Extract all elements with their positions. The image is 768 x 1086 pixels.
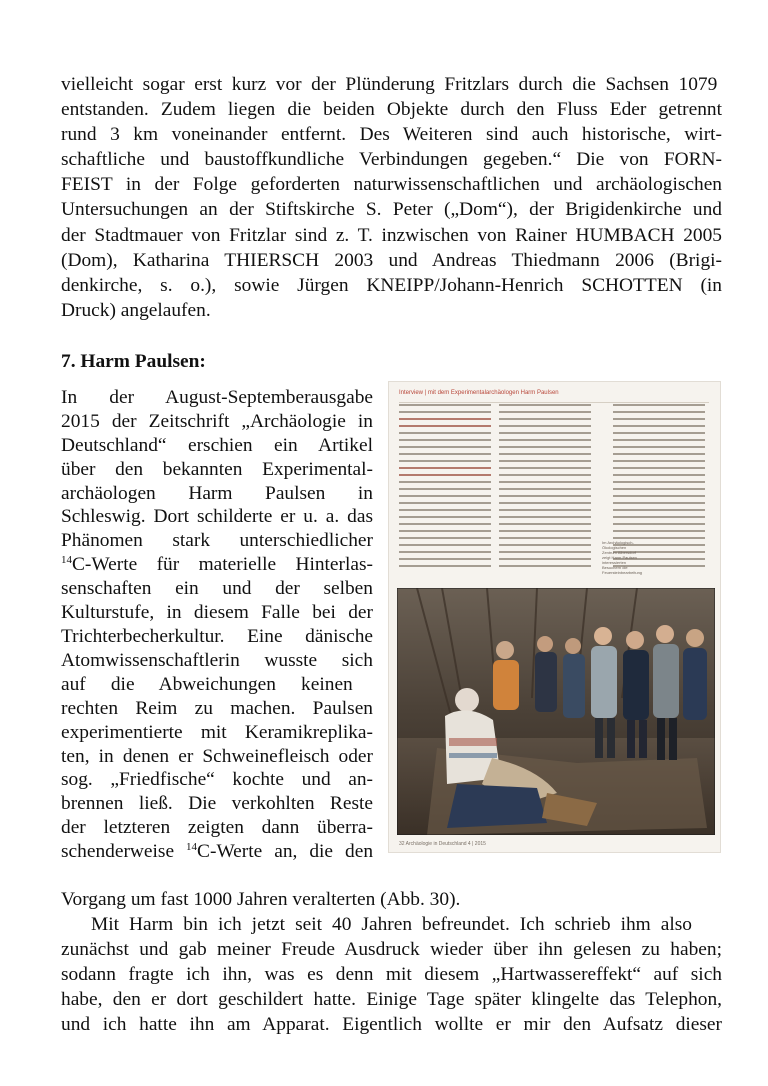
text-line: 2015 der Zeitschrift „Archäologie in xyxy=(61,410,373,432)
text-line: und ich hatte ihn am Apparat. Eigentlich wollte er mir den Aufsatz dieser xyxy=(61,1013,722,1035)
top-paragraph xyxy=(61,72,722,323)
superscript-14: 14 xyxy=(61,554,72,567)
text-line: sog. „Friedfische“ kochte und an- xyxy=(61,769,373,791)
text-line: rund 3 km voneinander entfernt. Des Weiteren sind auch historische, wirt- xyxy=(61,124,722,146)
text-line: Phänomen stark unterschiedlicher xyxy=(61,530,373,552)
text-fragment: C-Werte an, die den xyxy=(197,841,374,863)
text-line: archäologen Harm Paulsen in xyxy=(61,482,373,504)
text-line: denkirche, s. o.), sowie Jürgen KNEIPP/Johann-Henrich SCHOTTEN (in xyxy=(61,274,722,296)
text-line-with-superscript xyxy=(61,553,373,577)
text-line: auf die Abweichungen keinen xyxy=(61,673,353,695)
text-line: Schleswig. Dort schilderte er u. a. das xyxy=(61,506,373,528)
article-text xyxy=(61,386,373,864)
text-line: über den bekannten Experimental- xyxy=(61,458,373,480)
text-line: habe, den er dort geschildert hatte. Einige Tage später klingelte das Telephon, xyxy=(61,988,722,1010)
magazine-page-figure xyxy=(388,381,721,853)
photo-caption: Im Archäologisch-Ökologischen Zentrum Albersdorf zeigt Harm Paulsen interessierten Besuchern die Feuersteinbearbeitung xyxy=(602,539,643,575)
text-line: rechten Reim zu machen. Paulsen xyxy=(61,697,373,719)
text-line: der Stadtmauer von Fritzlar sind z. T. inzwischen von Rainer HUMBACH 2005 xyxy=(61,224,722,246)
magazine-header: Interview | mit dem Experimentalarchäologen Harm Paulsen xyxy=(399,390,709,403)
text-line: senschaften ein und der selben xyxy=(61,578,373,600)
text-line: Atomwissenschaftlerin wusste sich xyxy=(61,649,373,671)
text-line: zunächst und gab meiner Freude Ausdruck wieder über ihn gelesen zu haben; xyxy=(61,938,722,960)
text-line: Mit Harm bin ich jetzt seit 40 Jahren befreundet. Ich schrieb ihm also xyxy=(91,913,692,935)
text-line: brennen ließ. Die verkohlten Reste xyxy=(61,793,373,815)
magazine-column xyxy=(499,404,591,572)
text-line: der letzteren zeigten dann überra- xyxy=(61,817,373,839)
text-line: (Dom), Katharina THIERSCH 2003 und Andreas Thiedmann 2006 (Brigi- xyxy=(61,249,722,271)
text-fragment: C-Werte für materielle Hinterlas- xyxy=(72,554,373,576)
text-line: Druck) angelaufen. xyxy=(61,299,211,321)
text-line: ten, in denen er Schweinefleisch oder xyxy=(61,745,373,767)
interview-photo xyxy=(397,588,715,835)
text-line: In der August-Septemberausgabe xyxy=(61,386,373,408)
text-line-with-superscript xyxy=(61,840,373,864)
superscript-14: 14 xyxy=(186,841,198,854)
document-page xyxy=(61,72,722,1037)
closing-line: Vorgang um fast 1000 Jahren veralterten (Abb. 30). xyxy=(61,888,461,910)
text-line: Trichterbecherkultur. Eine dänische xyxy=(61,626,373,647)
second-paragraph xyxy=(61,912,722,1037)
text-line: Kulturstufe, in diesem Falle bei der xyxy=(61,602,373,624)
text-line: FEIST in der Folge geforderten naturwissenschaftlichen und archäologischen xyxy=(61,174,722,196)
section-heading: 7. Harm Paulsen: xyxy=(61,350,206,372)
text-line: Deutschland“ erschien ein Artikel xyxy=(61,434,373,456)
magazine-column xyxy=(399,404,491,572)
text-line: experimentierte mit Keramikreplika- xyxy=(61,721,373,743)
magazine-footer: 32 Archäologie in Deutschland 4 | 2015 xyxy=(399,840,486,847)
text-line: sodann fragte ich ihn, was es denn mit diesem „Hartwassereffekt“ auf sich xyxy=(61,963,722,985)
text-line: Untersuchungen an der Stiftskirche S. Peter („Dom“), der Brigidenkirche und xyxy=(61,199,722,221)
float-section xyxy=(61,386,722,888)
text-line: vielleicht sogar erst kurz vor der Plünderung Fritzlars durch die Sachsen 1079 xyxy=(61,74,718,95)
text-line: entstanden. Zudem liegen die beiden Objekte durch den Fluss Eder getrennt xyxy=(61,99,722,121)
text-fragment: schenderweise xyxy=(61,841,187,863)
text-line: schaftliche und baustoffkundliche Verbindungen gegeben.“ Die von FORN- xyxy=(61,149,722,171)
